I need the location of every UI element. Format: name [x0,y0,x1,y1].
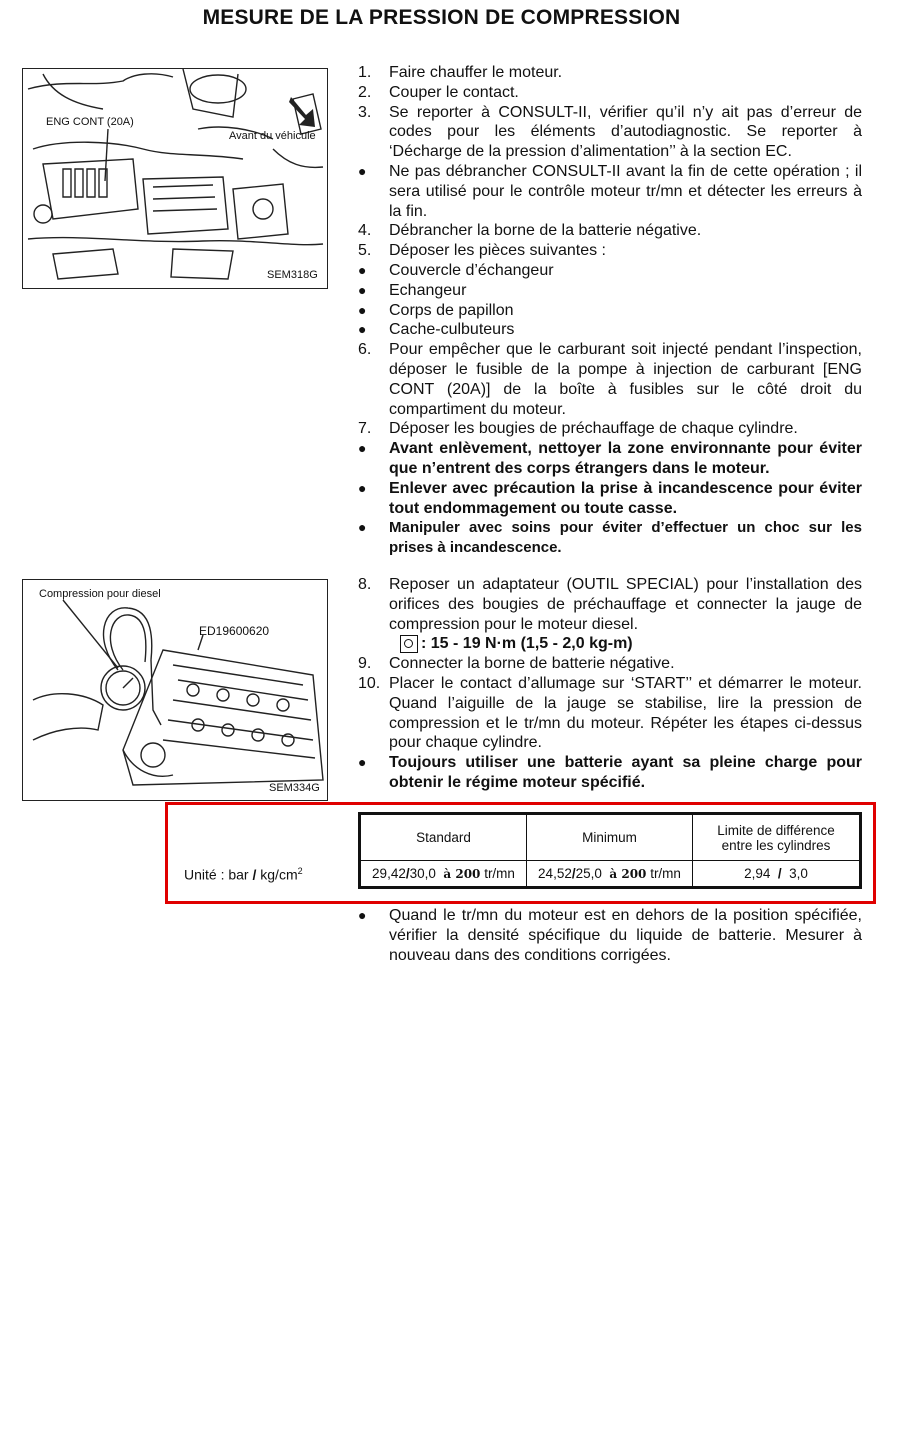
torque-value: : 15 - 19 N·m (1,5 - 2,0 kg-m) [421,635,633,653]
list-item [358,301,862,321]
engine-bay-drawing [23,69,327,288]
bullet-icon [358,301,389,321]
bullet-icon [358,518,389,558]
step-number: 1. [358,64,372,81]
step-text: Corps de papillon [389,301,514,319]
list-item [358,261,862,281]
step-8-text: Reposer un adaptateur (OUTIL SPECIAL) pour l’installation des orifices des bougies de préchauffage et connecter la jauge de compression pour le moteur diesel. [389,576,862,633]
list-item [358,221,862,241]
step-text: Se reporter à CONSULT-II, vérifier qu’il n’y ait pas d’erreur de codes pour les éléments d’autodiagnostic. Se reporter à ‘Décharge de la pression d’alimentation’’ à la section EC. [389,103,862,161]
torque-icon [400,635,418,653]
list-item [358,241,862,261]
list-item [358,906,862,965]
list-item [358,83,862,103]
front-label: Avant du véhicule [229,130,316,142]
bullet-icon [358,479,389,519]
steps-list-1 [358,63,862,558]
list-item [358,518,862,558]
list-item [358,281,862,301]
cell-limit: 2,94 / 3,0 [693,861,861,888]
step-text: Couvercle d’échangeur [389,261,554,279]
step-text: Déposer les bougies de préchauffage de chaque cylindre. [389,420,798,438]
header-standard: Standard [360,814,527,861]
step-number: 3. [358,103,372,121]
bullet-icon [358,320,389,340]
step-number: 4. [358,222,372,240]
list-item [358,419,862,439]
bullet-icon [358,281,389,301]
list-item [358,103,862,162]
step-text: Enlever avec précaution la prise à incandescence pour éviter tout endommagement ou toute casse. [389,479,862,517]
bullet-icon [358,439,389,479]
gauge-label: Compression pour diesel [39,588,161,600]
bullet-icon [358,906,389,965]
step-text: Couper le contact. [389,83,519,101]
steps-list-2 [358,575,862,793]
step-number: 6. [358,341,372,359]
step-text: Ne pas débrancher CONSULT-II avant la fin de cette opération ; il sera utilisé pour le contrôle moteur tr/mn et détecter les erreurs à la fin. [389,162,862,220]
step-text: Déposer les pièces suivantes : [389,242,606,260]
compression-spec-table [358,812,862,889]
page-title: MESURE DE LA PRESSION DE COMPRESSION [202,6,681,29]
step-number: 2. [358,83,372,101]
step-text: Faire chauffer le moteur. [389,64,563,81]
list-item: 8. Reposer un adaptateur (OUTIL SPECIAL) pour l’installation des orifices des bougies de préchauffage et connecter la jauge de compression pour le moteur diesel. [358,576,862,633]
list-item: 10. Placer le contact d’allumage sur ‘START’’ et démarrer le moteur. Quand l’aiguille de la jauge se stabilise, lire la pression de compression et le tr/mn du moteur. Répéter les étapes ci-dessus pour chaque cylindre. [358,674,862,752]
battery-warning: Toujours utiliser une batterie ayant sa pleine charge pour obtenir le régime moteur spécifié. [389,754,862,791]
bullet-icon [358,162,389,221]
engine-fuse-figure [22,68,328,289]
list-item [358,340,862,419]
unit-label: Unité : bar / $kg/cm^2$ [184,866,303,883]
step-9-text: Connecter la borne de batterie négative. [389,655,675,673]
final-note [358,906,862,965]
list-item: 9. Connecter la borne de batterie négative. [358,654,862,674]
list-item [358,439,862,479]
figure-code: SEM318G [267,269,318,281]
compression-gauge-figure [22,579,328,801]
list-item [358,753,862,793]
list-item [358,479,862,519]
list-item [358,63,862,83]
figure-code: SEM334G [269,782,320,794]
step-text: Débrancher la borne de la batterie négative. [389,222,702,240]
gauge-drawing [23,580,327,800]
bullet-icon [358,753,389,793]
step-text: Avant enlèvement, nettoyer la zone environnante pour éviter que n’entrent des corps étrangers dans le moteur. [389,440,862,477]
step-number: 5. [358,242,372,260]
step-text: Cache-culbuteurs [389,321,515,339]
step-text: Echangeur [389,281,467,299]
list-item [358,320,862,340]
cell-standard: 29,42/30,0 à 200 tr/mn [360,861,527,888]
step-text: Pour empêcher que le carburant soit injecté pendant l’inspection, déposer le fusible de la pompe à injection de carburant [ENG CONT (20A)] de la boîte à fusibles sur le côté droit du compartiment du moteur. [389,341,862,418]
header-limit: Limite de différence entre les cylindres [693,814,861,861]
cell-minimum: 24,52/25,0 à 200 tr/mn [527,861,693,888]
step-text: Manipuler avec soins pour éviter d’effectuer un choc sur les prises à incandescence. [389,519,862,557]
step-10-text: Placer le contact d’allumage sur ‘START’’ et démarrer le moteur. Quand l’aiguille de la jauge se stabilise, lire la pression de compression et le tr/mn du moteur. Répéter les étapes ci-dessus pour chaque cylindre. [389,674,862,752]
step-number: 7. [358,420,372,438]
header-minimum: Minimum [527,814,693,861]
reference-label: ED19600620 [199,624,270,638]
fuse-label: ENG CONT (20A) [46,116,134,128]
torque-spec [358,634,862,654]
bullet-icon [358,261,389,281]
list-item [358,162,862,221]
final-note-text: Quand le tr/mn du moteur est en dehors de la position spécifiée, vérifier la densité spécifique du liquide de batterie. Mesurer à nouveau dans des conditions corrigées. [389,907,862,964]
